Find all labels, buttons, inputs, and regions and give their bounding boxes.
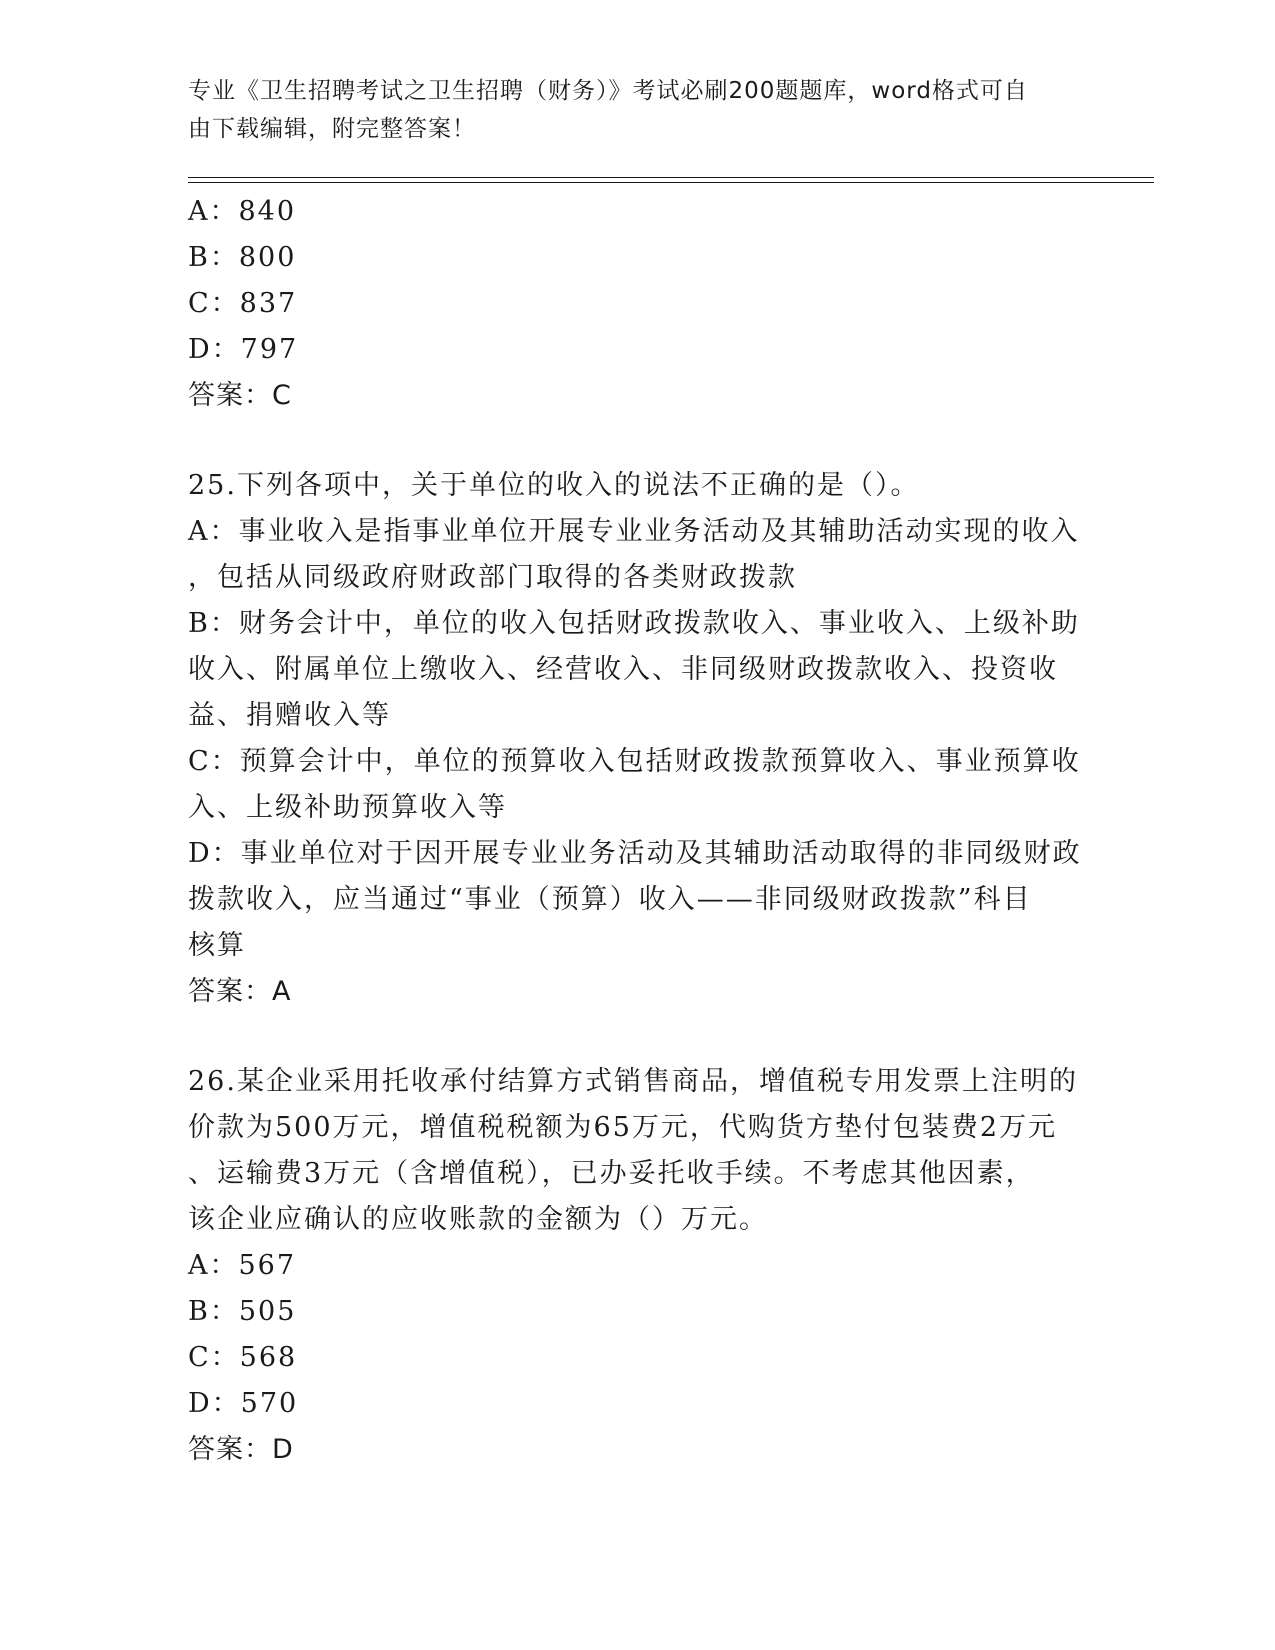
option-a-line-1: A：事业收入是指事业单位开展专业业务活动及其辅助活动实现的收入: [188, 516, 1080, 547]
option-b-line-1: B：财务会计中，单位的收入包括财政拨款收入、事业收入、上级补助: [188, 608, 1080, 639]
spacer: [188, 1015, 1088, 1059]
header-title-line-2: 由下载编辑，附完整答案！: [188, 116, 476, 142]
question-stem-line-1: 26.某企业采用托收承付结算方式销售商品，增值税专用发票上注明的: [188, 1066, 1078, 1097]
question-content: [188, 189, 1088, 1473]
question-stem-line-2: 价款为500万元，增值税税额为65万元，代购货方垫付包装费2万元: [188, 1112, 1058, 1143]
answer: 答案：A: [188, 976, 292, 1007]
header-divider-top: [188, 177, 1154, 178]
document-header: [188, 72, 1088, 148]
question-26: [188, 1059, 1088, 1473]
option-c: C：837: [188, 288, 298, 319]
option-c-line-2: 入、上级补助预算收入等: [188, 792, 507, 823]
option-d: D：797: [188, 334, 299, 365]
question-stem-line-4: 该企业应确认的应收账款的金额为（）万元。: [188, 1204, 768, 1235]
option-b: B：800: [188, 242, 297, 273]
option-b-line-3: 益、捐赠收入等: [188, 700, 391, 731]
option-c-line-1: C：预算会计中，单位的预算收入包括财政拨款预算收入、事业预算收: [188, 746, 1081, 777]
option-d-line-3: 核算: [188, 930, 246, 961]
header-divider-bottom: [188, 182, 1154, 183]
option-b: B：505: [188, 1296, 297, 1327]
header-title-line-1: 专业《卫生招聘考试之卫生招聘（财务）》考试必刷200题题库，word格式可自: [188, 78, 1028, 104]
option-b-line-2: 收入、附属单位上缴收入、经营收入、非同级财政拨款收入、投资收: [188, 654, 1058, 685]
option-c: C：568: [188, 1342, 298, 1373]
option-a: A：840: [188, 196, 297, 227]
answer: 答案：C: [188, 380, 292, 411]
option-d-line-1: D：事业单位对于因开展专业业务活动及其辅助活动取得的非同级财政: [188, 838, 1082, 869]
question-stem: 25.下列各项中，关于单位的收入的说法不正确的是（）。: [188, 470, 920, 501]
option-d: D：570: [188, 1388, 299, 1419]
question-stem-line-3: 、运输费3万元（含增值税），已办妥托收手续。不考虑其他因素，: [188, 1158, 1035, 1189]
option-a: A：567: [188, 1250, 297, 1281]
question-25: [188, 463, 1088, 1015]
option-d-line-2: 拨款收入，应当通过“事业（预算）收入——非同级财政拨款”科目: [188, 884, 1032, 915]
answer: 答案：D: [188, 1434, 294, 1465]
spacer: [188, 419, 1088, 463]
option-a-line-2: ，包括从同级政府财政部门取得的各类财政拨款: [188, 562, 797, 593]
question-24: [188, 189, 1088, 419]
